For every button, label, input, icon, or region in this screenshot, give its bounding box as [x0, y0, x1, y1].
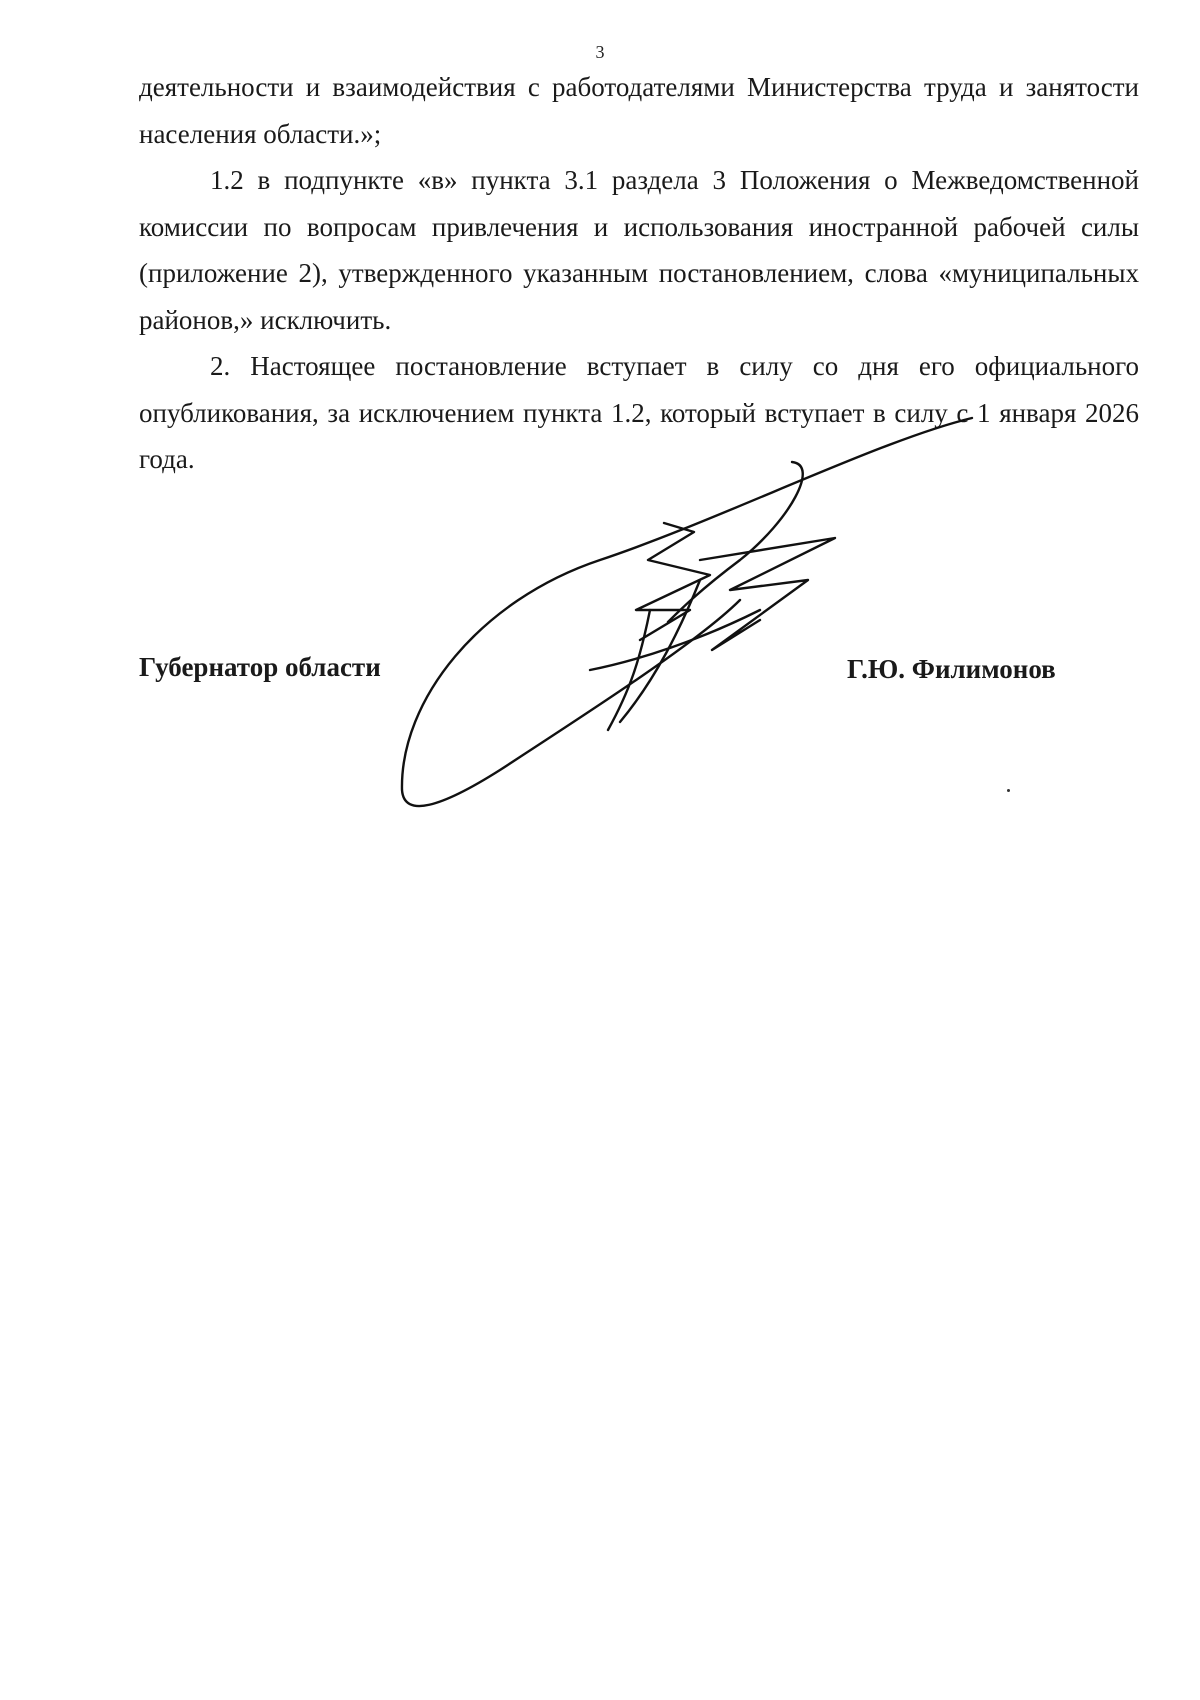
paragraph-clause-1-2: 1.2 в подпункте «в» пункта 3.1 раздела 3 Положения о Межведомственной комиссии по вопросам привлечения и использования иностранной рабочей силы (приложение 2), утвержденного указанным постановлением, слова «муниципальных районов,» исключить.	[139, 165, 1139, 335]
position-title: Губернатор области	[139, 652, 381, 682]
page-number: 3	[595, 42, 605, 62]
paragraph-clause-2: 2. Настоящее постановление вступает в силу со дня его официального опубликования, за исключением пункта 1.2, который вступает в силу с 1 января 2026 года.	[139, 351, 1139, 474]
scan-speck	[1007, 789, 1010, 792]
signatory-name: Г.Ю. Филимонов	[847, 654, 1056, 684]
paragraph-continuation: деятельности и взаимодействия с работодателями Министерства труда и занятости населения области.»;	[139, 72, 1139, 149]
document-body	[139, 64, 1139, 483]
